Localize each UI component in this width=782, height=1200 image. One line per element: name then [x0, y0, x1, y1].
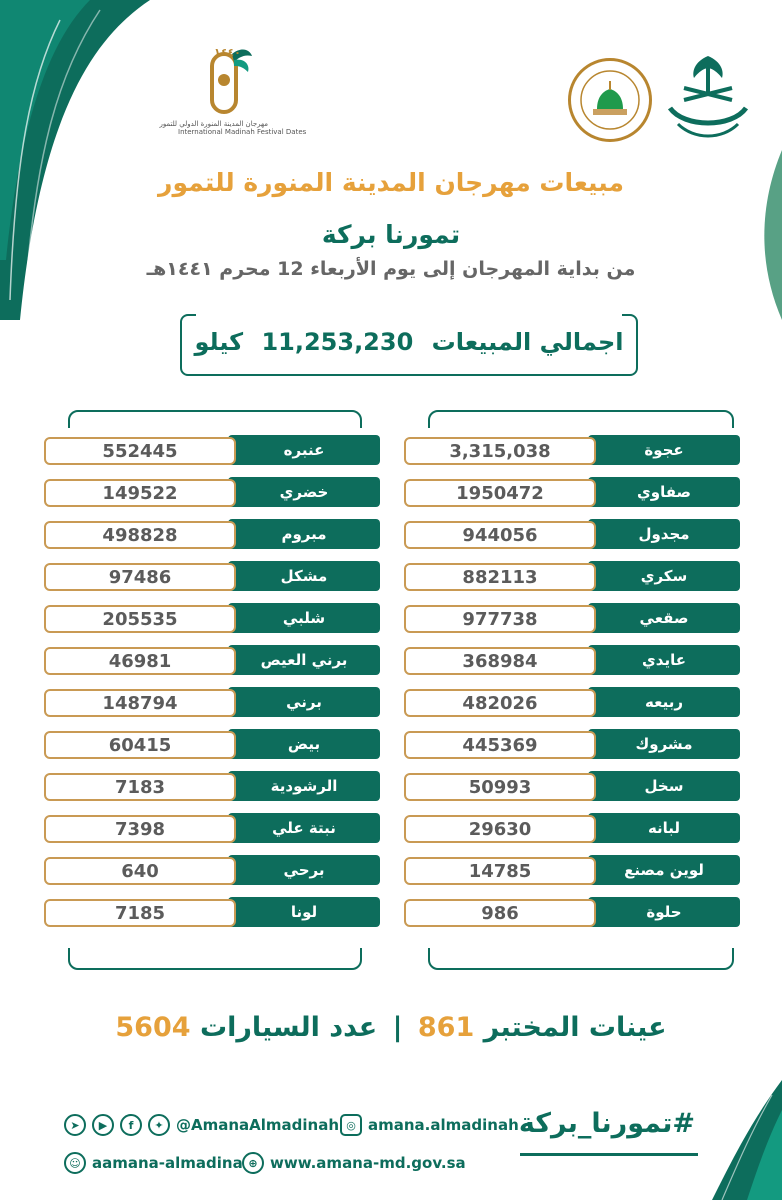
- date-type-label: مشكل: [228, 561, 380, 591]
- date-type-label: سخل: [588, 771, 740, 801]
- total-sales-text: [180, 328, 638, 356]
- date-type-label: ربيعه: [588, 687, 740, 717]
- total-unit: كيلو: [194, 328, 244, 356]
- website-url: www.amana-md.gov.sa: [270, 1154, 466, 1172]
- stats-line: [0, 1012, 782, 1043]
- date-type-label: لبانه: [588, 813, 740, 843]
- lab-samples-value: 861: [417, 1012, 475, 1043]
- date-type-label: خضري: [228, 477, 380, 507]
- bottom-right-leaf-decoration: [672, 1080, 782, 1200]
- total-sales-box: [180, 314, 638, 376]
- total-label: اجمالي المبيعات: [431, 328, 624, 356]
- twitter-handle[interactable]: @AmanaAlmadinah: [176, 1116, 340, 1134]
- snapchat-link[interactable]: [64, 1150, 243, 1176]
- sales-value: 498828: [44, 521, 236, 549]
- page-title: مبيعات مهرجان المدينة المنورة للتمور: [158, 168, 624, 197]
- table-row: [404, 561, 740, 591]
- date-type-label: عايدي: [588, 645, 740, 675]
- table-row: [404, 771, 740, 801]
- table-row: [44, 519, 380, 549]
- social-icons-row: [64, 1112, 339, 1138]
- date-range: من بداية المهرجان إلى يوم الأربعاء 12 محرم ١٤٤١هـ: [146, 258, 636, 280]
- lab-samples-label: عينات المختبر: [483, 1012, 667, 1043]
- table-row: [404, 855, 740, 885]
- festival-year: ١٤٤٠: [214, 46, 241, 59]
- website-link[interactable]: [242, 1150, 466, 1176]
- date-type-label: برني العيص: [228, 645, 380, 675]
- youtube-icon[interactable]: ▶: [92, 1114, 114, 1136]
- festival-logo: [159, 40, 307, 150]
- instagram-icon: ◎: [340, 1114, 362, 1136]
- date-type-label: بيض: [228, 729, 380, 759]
- date-type-label: برحي: [228, 855, 380, 885]
- hashtag[interactable]: #تمورنا_بركة: [518, 1108, 695, 1139]
- date-type-label: مبروم: [228, 519, 380, 549]
- sales-value: 482026: [404, 689, 596, 717]
- date-type-label: صقعي: [588, 603, 740, 633]
- date-type-label: عجوة: [588, 435, 740, 465]
- sales-value: 148794: [44, 689, 236, 717]
- sales-value: 882113: [404, 563, 596, 591]
- cars-count-label: عدد السيارات: [199, 1012, 378, 1043]
- table-row: [44, 435, 380, 465]
- page-subtitle: تمورنا بركة: [321, 220, 461, 249]
- table-row: [404, 603, 740, 633]
- table-row: [44, 855, 380, 885]
- table-row: [44, 603, 380, 633]
- sales-value: 14785: [404, 857, 596, 885]
- table-row: [404, 477, 740, 507]
- table-row: [404, 519, 740, 549]
- amana-emblem: [672, 48, 752, 128]
- sales-value: 640: [44, 857, 236, 885]
- hashtag-underline: [520, 1153, 698, 1156]
- date-type-label: عنبره: [228, 435, 380, 465]
- sales-value: 977738: [404, 605, 596, 633]
- sales-value: 368984: [404, 647, 596, 675]
- table-row: [44, 813, 380, 843]
- sales-value: 29630: [404, 815, 596, 843]
- instagram-link[interactable]: [340, 1112, 519, 1138]
- sales-value: 7185: [44, 899, 236, 927]
- table-row: [404, 897, 740, 927]
- table-row: [44, 687, 380, 717]
- festival-name-ar: مهرجان المدينة المنورة الدولي للتمور: [159, 120, 268, 128]
- date-type-label: سكري: [588, 561, 740, 591]
- table-row: [404, 813, 740, 843]
- sales-value: 149522: [44, 479, 236, 507]
- instagram-handle: amana.almadinah: [368, 1116, 519, 1134]
- snapchat-handle: aamana-almadina: [92, 1154, 243, 1172]
- sales-value: 7398: [44, 815, 236, 843]
- total-value: 11,253,230: [261, 328, 414, 356]
- table-row: [44, 897, 380, 927]
- stats-separator: |: [392, 1012, 403, 1043]
- sales-value: 97486: [44, 563, 236, 591]
- sales-value: 3,315,038: [404, 437, 596, 465]
- palm-swords-emblem-icon: [664, 48, 752, 144]
- date-type-label: حلوة: [588, 897, 740, 927]
- sales-value: 205535: [44, 605, 236, 633]
- sales-value: 1950472: [404, 479, 596, 507]
- table-row: [44, 645, 380, 675]
- date-type-label: مشروك: [588, 729, 740, 759]
- sales-value: 46981: [44, 647, 236, 675]
- telegram-icon[interactable]: ➤: [64, 1114, 86, 1136]
- sales-value: 7183: [44, 773, 236, 801]
- globe-icon: ⊕: [242, 1152, 264, 1174]
- facebook-icon[interactable]: f: [120, 1114, 142, 1136]
- cars-count-value: 5604: [115, 1012, 191, 1043]
- table-row: [404, 687, 740, 717]
- date-type-label: صفاوي: [588, 477, 740, 507]
- ministry-logo: [566, 58, 652, 144]
- twitter-icon[interactable]: ✦: [148, 1114, 170, 1136]
- date-type-label: مجدول: [588, 519, 740, 549]
- table-row: [404, 435, 740, 465]
- snapchat-icon: ☺: [64, 1152, 86, 1174]
- table-row: [44, 729, 380, 759]
- festival-name-en: International Madinah Festival Dates: [178, 128, 307, 136]
- table-row: [404, 645, 740, 675]
- sales-value: 944056: [404, 521, 596, 549]
- sales-value: 986: [404, 899, 596, 927]
- date-type-label: نبتة علي: [228, 813, 380, 843]
- date-type-label: لوين مصنع: [588, 855, 740, 885]
- date-type-label: الرشودية: [228, 771, 380, 801]
- sales-value: 60415: [44, 731, 236, 759]
- sales-value: 445369: [404, 731, 596, 759]
- date-type-label: برني: [228, 687, 380, 717]
- table-row: [44, 771, 380, 801]
- date-type-label: شلبي: [228, 603, 380, 633]
- sales-value: 552445: [44, 437, 236, 465]
- table-row: [404, 729, 740, 759]
- total-frame-gap: [196, 310, 622, 328]
- table-row: [44, 477, 380, 507]
- sales-value: 50993: [404, 773, 596, 801]
- table-row: [44, 561, 380, 591]
- date-type-label: لونا: [228, 897, 380, 927]
